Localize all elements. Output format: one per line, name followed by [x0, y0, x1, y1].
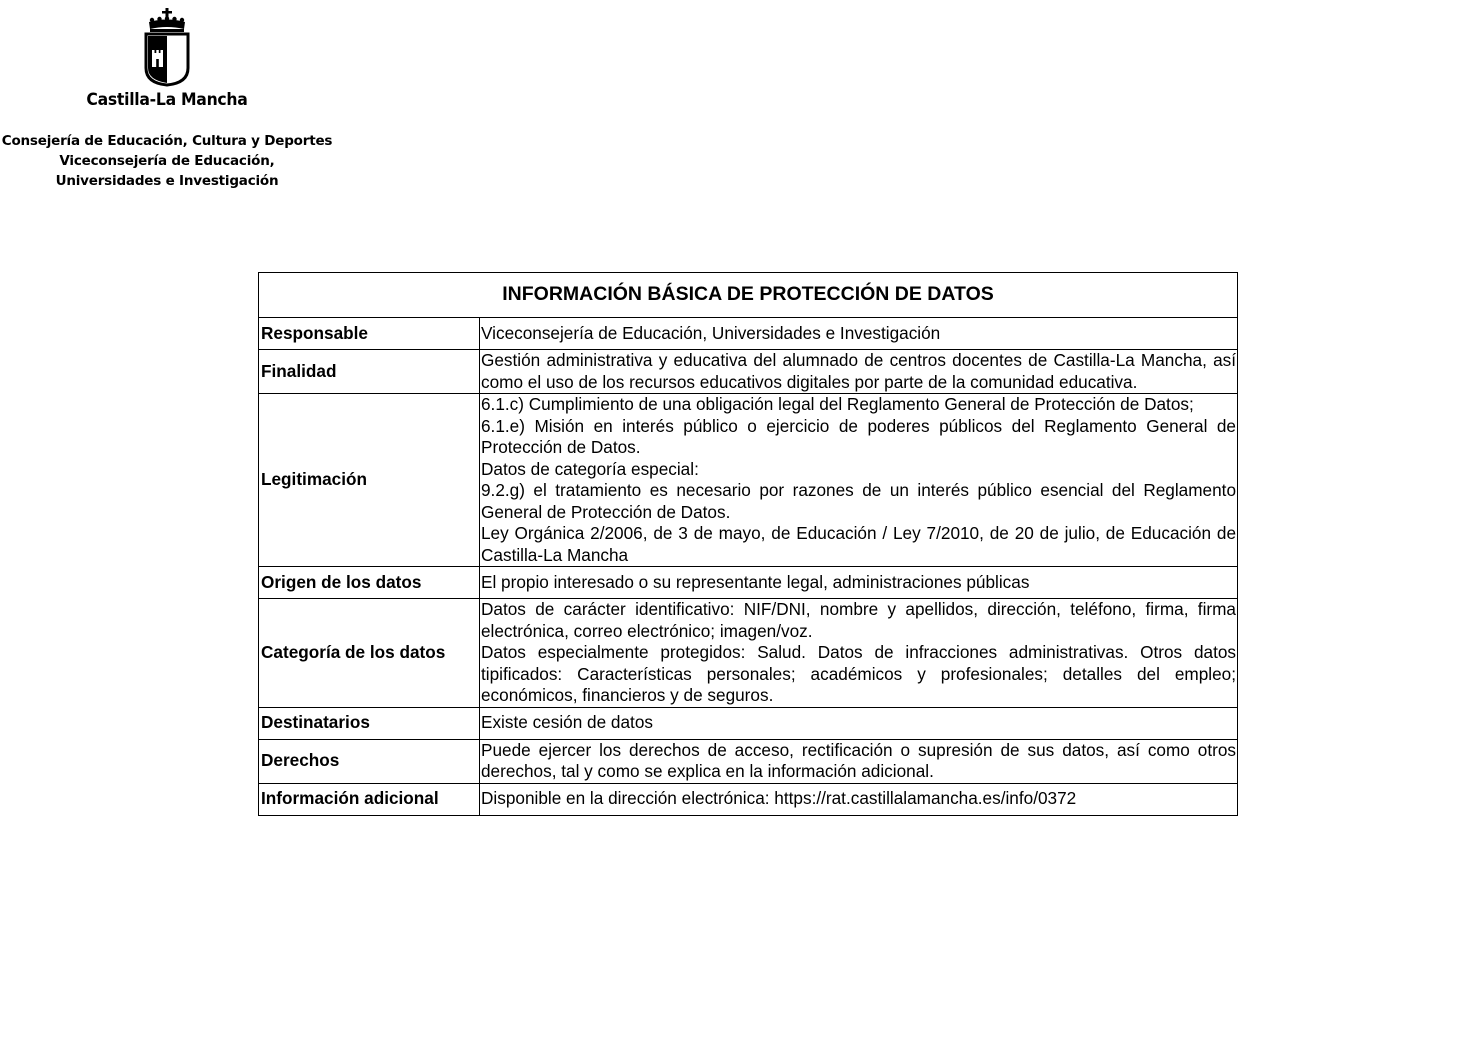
row-paragraph: El propio interesado o su representante legal, administraciones públicas — [481, 571, 1030, 592]
row-paragraph: Ley Orgánica 2/2006, de 3 de mayo, de Educación / Ley 7/2010, de 20 de julio, de Educación de Castilla-La Mancha — [481, 523, 1236, 565]
row-paragraph: Gestión administrativa y educativa del alumnado de centros docentes de Castilla-La Mancha, así como el uso de los recursos educativos digitales por parte de la comunidad educativa. — [481, 350, 1236, 392]
table-row — [259, 394, 1238, 567]
table-row — [259, 318, 1238, 350]
row-label: Derechos — [259, 739, 480, 783]
coat-of-arms-logo — [137, 8, 197, 88]
department-line: Universidades e Investigación — [55, 173, 279, 189]
institution-logo — [0, 8, 334, 110]
row-paragraph: Puede ejercer los derechos de acceso, rectificación o supresión de sus datos, así como otros derechos, tal y como se explica en la información adicional. — [481, 739, 1236, 781]
department-heading — [0, 131, 334, 191]
table-row — [259, 707, 1238, 739]
table-row — [259, 567, 1238, 599]
row-value — [480, 599, 1238, 708]
row-label: Destinatarios — [259, 707, 480, 739]
row-value — [480, 394, 1238, 567]
department-line: Viceconsejería de Educación, — [59, 153, 275, 169]
row-label: Responsable — [259, 318, 480, 350]
row-paragraph: Disponible en la dirección electrónica: https://rat.castillalamancha.es/info/0372 — [481, 788, 1077, 809]
row-label: Categoría de los datos — [259, 599, 480, 708]
row-label: Legitimación — [259, 394, 480, 567]
row-value — [480, 350, 1238, 394]
row-paragraph: Datos de categoría especial: — [481, 458, 699, 479]
table-title: INFORMACIÓN BÁSICA DE PROTECCIÓN DE DATOS — [259, 273, 1238, 318]
row-value — [480, 318, 1238, 350]
institution-name: Castilla-La Mancha — [86, 90, 248, 110]
row-label: Origen de los datos — [259, 567, 480, 599]
row-value — [480, 783, 1238, 815]
row-paragraph: 6.1.c) Cumplimiento de una obligación legal del Reglamento General de Protección de Datos; — [481, 394, 1194, 414]
row-paragraph: Existe cesión de datos — [481, 712, 653, 733]
row-paragraph: Datos de carácter identificativo: NIF/DNI, nombre y apellidos, dirección, teléfono, firma, firma electrónica, correo electrónico; imagen/voz. — [481, 599, 1236, 641]
row-paragraph: 9.2.g) el tratamiento es necesario por razones de un interés público esencial del Reglamento General de Protección de Datos. — [481, 480, 1236, 522]
row-label: Información adicional — [259, 783, 480, 815]
row-paragraph: Viceconsejería de Educación, Universidades e Investigación — [481, 322, 941, 343]
table-row — [259, 783, 1238, 815]
data-protection-table — [258, 272, 1238, 816]
table-row — [259, 599, 1238, 708]
row-paragraph: 6.1.e) Misión en interés público o ejercicio de poderes públicos del Reglamento General de Protección de Datos. — [481, 415, 1236, 457]
table-row — [259, 739, 1238, 783]
table-row — [259, 350, 1238, 394]
row-label: Finalidad — [259, 350, 480, 394]
row-value — [480, 567, 1238, 599]
row-value — [480, 707, 1238, 739]
row-paragraph: Datos especialmente protegidos: Salud. Datos de infracciones administrativas. Otros datos tipificados: Características personales; académicos y profesionales; detalles del empleo; económicos, financieros y de seguros. — [481, 642, 1236, 705]
department-line: Consejería de Educación, Cultura y Deportes — [1, 133, 333, 149]
row-value — [480, 739, 1238, 783]
